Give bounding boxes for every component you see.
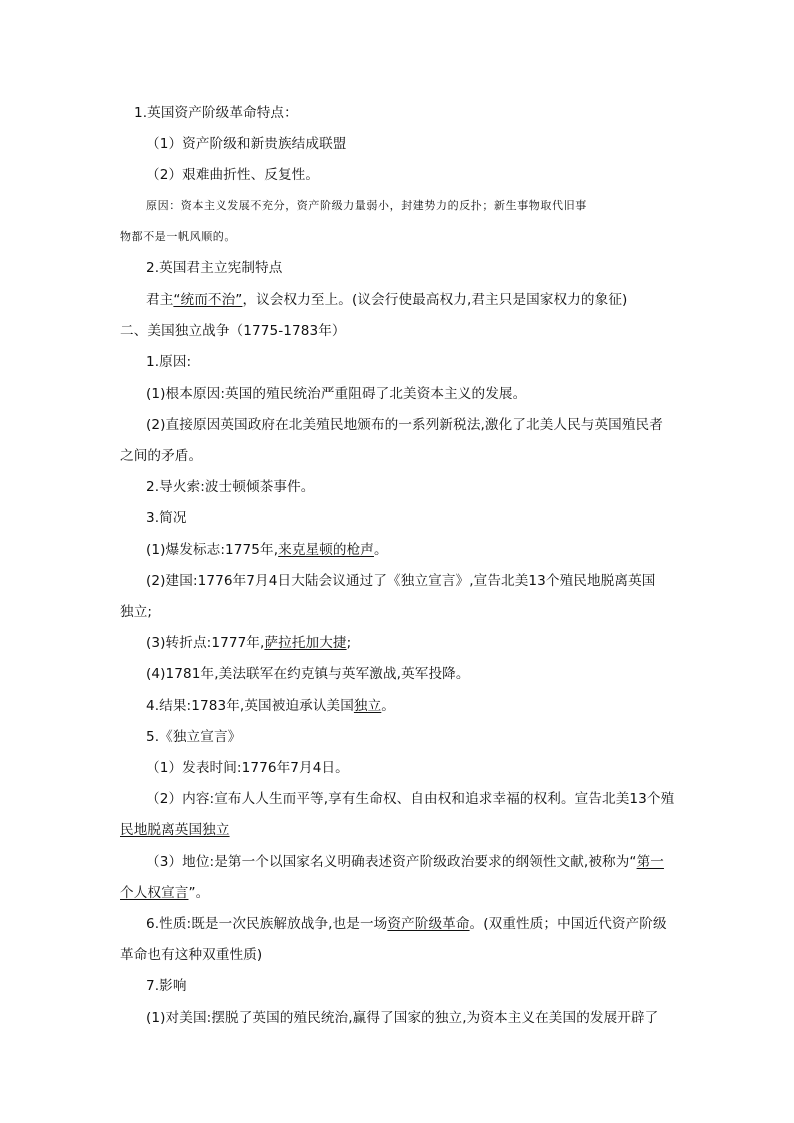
text-segment: (1)爆发标志:1775年, (146, 542, 279, 558)
text-line: 之间的矛盾。 (120, 448, 203, 464)
subheading-impact: 7.影响 (146, 978, 187, 994)
text-line: （1）资产阶级和新贵族结成联盟 (146, 136, 347, 152)
underlined-term: 个人权宣言 (120, 885, 189, 901)
text-segment: 4.结果:1783年,英国被迫承认美国 (146, 698, 354, 714)
underlined-term: “统而不治” (173, 292, 243, 308)
underlined-term: 资产阶级革命 (387, 916, 470, 932)
text-segment: ”。 (188, 885, 210, 901)
text-segment: (3)转折点:1777年, (146, 635, 265, 651)
underlined-term: 萨拉托加大捷 (264, 635, 347, 651)
text-line (146, 852, 706, 872)
subheading-declaration: 5.《独立宣言》 (146, 729, 242, 745)
section-heading-american-war: 二、美国独立战争（1775-1783年） (120, 323, 346, 339)
text-segment: ，议会权力至上。(议会行使最高权力,君主只是国家权力的象征) (242, 292, 628, 308)
text-segment: （3）地位:是第一个以国家名义明确表述资产阶级政治要求的纲领性文献,被称为“ (146, 854, 637, 870)
text-line: (1)根本原因:英国的殖民统治严重阻碍了北美资本主义的发展。 (146, 386, 527, 402)
text-line (146, 914, 706, 934)
heading-britain-revolution-features: 1.英国资产阶级革命特点： (134, 105, 298, 121)
text-segment: 君主 (146, 292, 174, 308)
text-line: （2）内容:宣布人人生而平等,享有生命权、自由权和追求幸福的权利。宣告北美13个殖 (146, 791, 675, 807)
text-line (146, 540, 706, 560)
note-line: 原因：资本主义发展不充分，资产阶级力量弱小，封建势力的反扑；新生事物取代旧事 (146, 199, 587, 212)
text-line: 2.导火索:波士顿倾茶事件。 (146, 479, 315, 495)
underlined-term: 来克星顿的枪声 (278, 542, 374, 558)
subheading-overview: 3.简况 (146, 510, 187, 526)
text-segment: 6.性质:既是一次民族解放战争,也是一场 (146, 916, 388, 932)
heading-constitutional-monarchy: 2.英国君主立宪制特点 (146, 260, 283, 276)
text-line (146, 696, 706, 716)
underlined-term: 第一 (636, 854, 664, 870)
text-segment: 。 (381, 698, 395, 714)
subheading-causes: 1.原因: (146, 354, 192, 370)
text-line: (2)直接原因英国政府在北美殖民地颁布的一系列新税法,激化了北美人民与英国殖民者 (146, 417, 663, 433)
text-line: （1）发表时间:1776年7月4日。 (146, 760, 349, 776)
text-line: (1)对美国:摆脱了英国的殖民统治,赢得了国家的独立,为资本主义在美国的发展开辟了 (146, 1010, 659, 1026)
underlined-term: 独立 (353, 698, 382, 714)
text-line (120, 820, 680, 840)
underlined-term: 民地脱离英国独立 (120, 822, 230, 838)
text-line: 革命也有这种双重性质) (120, 947, 263, 963)
text-line (146, 633, 706, 653)
text-segment: 。(双重性质；中国近代资产阶级 (469, 916, 667, 932)
text-segment: 。 (373, 542, 388, 558)
text-line: 独立; (120, 604, 153, 620)
note-line: 物都不是一帆风顺的。 (120, 230, 236, 243)
text-line: (2)建国:1776年7月4日大陆会议通过了《独立宣言》,宣告北美13个殖民地脱离英国 (146, 573, 656, 589)
text-line: (4)1781年,美法联军在约克镇与英军激战,英军投降。 (146, 666, 470, 682)
text-line (146, 290, 706, 310)
text-line (120, 883, 680, 903)
text-segment: ; (346, 635, 352, 651)
text-line: （2）艰难曲折性、反复性。 (146, 167, 320, 183)
